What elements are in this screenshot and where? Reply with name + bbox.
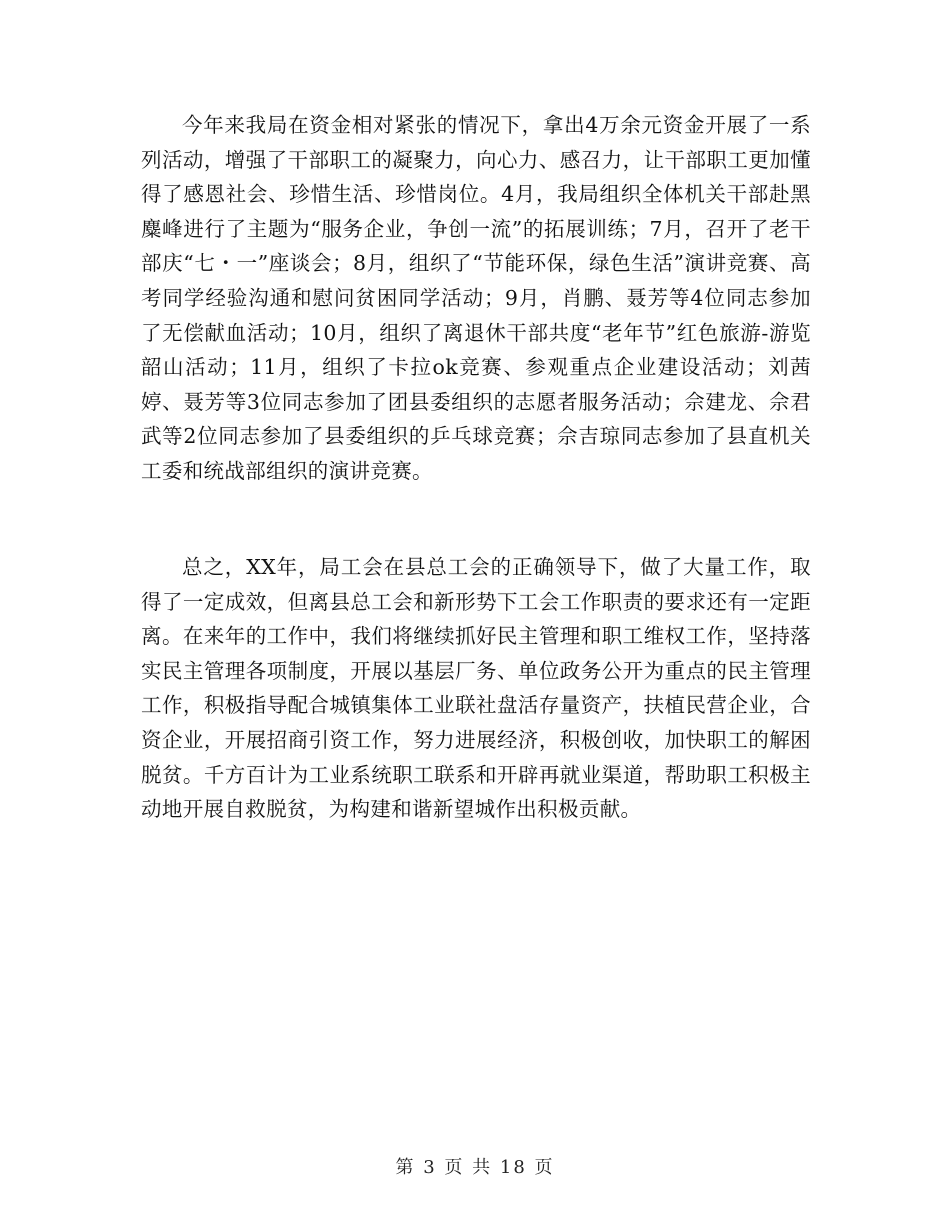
body-paragraph-summary: 总之，XX年，局工会在县总工会的正确领导下，做了大量工作，取得了一定成效，但离县总工会和新形势下工会工作职责的要求还有一定距离。在来年的工作中，我们将继续抓好民主管理和职工维权工作，坚持落实民主管理各项制度，开展以基层厂务、单位政务公开为重点的民主管理工作，积极指导配合城镇集体工业联社盘活存量资产，扶植民营企业，合资企业，开展招商引资工作，努力进展经济，积极创收，加快职工的解困脱贫。千方百计为工业系统职工联系和开辟再就业渠道，帮助职工积极主动地开展自救脱贫，为构建和谐新望城作出积极贡献。 xyxy=(141,555,811,822)
body-paragraph-activities: 今年来我局在资金相对紧张的情况下，拿出4万余元资金开展了一系列活动，增强了干部职工的凝聚力，向心力、感召力，让干部职工更加懂得了感恩社会、珍惜生活、珍惜岗位。4月，我局组织全体机关干部赴黑麋峰进行了主题为“服务企业，争创一流”的拓展训练；7月，召开了老干部庆“七・一”座谈会；8月，组织了“节能环保，绿色生活”演讲竞赛、高考同学经验沟通和慰问贫困同学活动；9月，肖鹏、聂芳等4位同志参加了无偿献血活动；10月，组织了离退休干部共度“老年节”红色旅游-游览韶山活动；11月，组织了卡拉ok竞赛、参观重点企业建设活动；刘茜婷、聂芳等3位同志参加了团县委组织的志愿者服务活动；佘建龙、佘君武等2位同志参加了县委组织的乒乓球竞赛；佘吉琼同志参加了县直机关工委和统战部组织的演讲竞赛。 xyxy=(141,113,811,483)
page-label-suffix: 页 xyxy=(534,1157,555,1178)
page-label-prefix: 第 xyxy=(395,1157,416,1178)
total-page-count: 18 xyxy=(499,1157,527,1178)
current-page-number: 3 xyxy=(423,1157,437,1178)
page-number-footer xyxy=(0,1153,950,1179)
page-label-mid: 页 共 xyxy=(444,1157,493,1178)
